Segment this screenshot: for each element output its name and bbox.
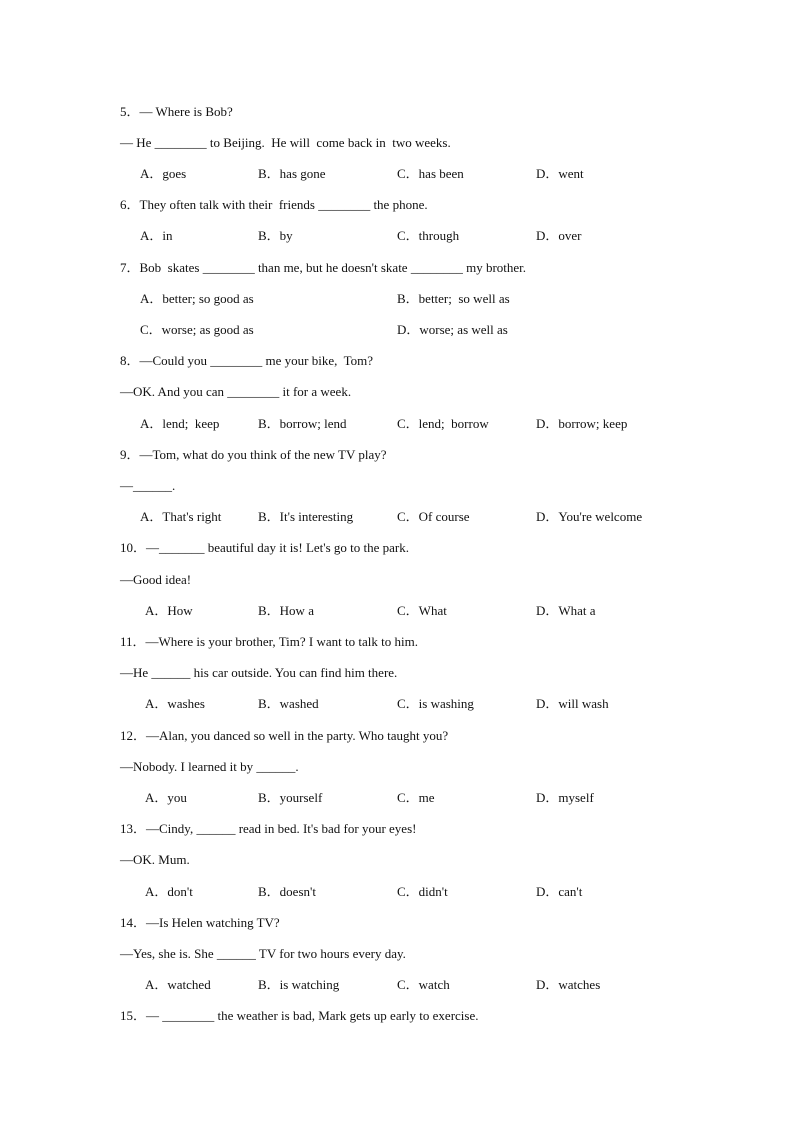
question-14-option-c: C．watch xyxy=(397,977,450,992)
question-11-option-c: C．is washing xyxy=(397,696,474,711)
question-7-option-c: C．worse; as good as xyxy=(140,322,254,337)
question-6-option-a: A．in xyxy=(140,228,173,243)
question-11-option-d: D．will wash xyxy=(536,696,609,711)
question-6-stem: 6．They often talk with their friends ________ the phone. xyxy=(120,197,428,212)
question-8-option-a: A．lend; keep xyxy=(140,416,220,431)
question-12-option-c: C．me xyxy=(397,790,435,805)
question-7-option-b: B．better; so well as xyxy=(397,291,510,306)
question-9-option-c: C．Of course xyxy=(397,509,470,524)
question-14-answer-line: —Yes, she is. She ______ TV for two hours every day. xyxy=(120,946,406,961)
question-11-answer-line: —He ______ his car outside. You can find him there. xyxy=(120,665,398,680)
question-9-answer-line: —______. xyxy=(120,478,176,493)
question-12-option-b: B．yourself xyxy=(258,790,323,805)
question-14-option-d: D．watches xyxy=(536,977,601,992)
question-9-stem: 9．—Tom, what do you think of the new TV play? xyxy=(120,447,387,462)
question-5-option-c: C．has been xyxy=(397,166,464,181)
question-14-option-a: A．watched xyxy=(145,977,211,992)
question-10-option-d: D．What a xyxy=(536,603,596,618)
question-11-option-a: A．washes xyxy=(145,696,205,711)
question-11-option-b: B．washed xyxy=(258,696,319,711)
question-5-answer-line: — He ________ to Beijing. He will come back in two weeks. xyxy=(120,135,451,150)
question-7-stem: 7．Bob skates ________ than me, but he doesn't skate ________ my brother. xyxy=(120,260,527,275)
question-10-option-a: A．How xyxy=(145,603,193,618)
question-12-stem: 12．—Alan, you danced so well in the party. Who taught you? xyxy=(120,728,449,743)
question-13-stem: 13．—Cindy, ______ read in bed. It's bad for your eyes! xyxy=(120,821,417,836)
question-14-stem: 14．—Is Helen watching TV? xyxy=(120,915,280,930)
question-9-option-b: B．It's interesting xyxy=(258,509,354,524)
question-8-option-b: B．borrow; lend xyxy=(258,416,347,431)
question-12-option-a: A．you xyxy=(145,790,187,805)
question-6-option-d: D．over xyxy=(536,228,582,243)
question-10-stem: 10．—_______ beautiful day it is! Let's go to the park. xyxy=(120,540,410,555)
question-13-option-c: C．didn't xyxy=(397,884,448,899)
question-11-stem: 11．—Where is your brother, Tim? I want to talk to him. xyxy=(120,634,418,649)
question-8-option-c: C．lend; borrow xyxy=(397,416,489,431)
question-7-option-a: A．better; so good as xyxy=(140,291,254,306)
question-9-option-a: A．That's right xyxy=(140,509,222,524)
question-13-answer-line: —OK. Mum. xyxy=(120,852,190,867)
question-10-answer-line: —Good idea! xyxy=(120,572,192,587)
question-5-stem: 5．— Where is Bob? xyxy=(120,104,233,119)
question-13-option-b: B．doesn't xyxy=(258,884,316,899)
question-13-option-a: A．don't xyxy=(145,884,193,899)
question-14-option-b: B．is watching xyxy=(258,977,340,992)
question-12-answer-line: —Nobody. I learned it by ______. xyxy=(120,759,299,774)
question-10-option-c: C．What xyxy=(397,603,447,618)
question-13-option-d: D．can't xyxy=(536,884,583,899)
question-5-option-b: B．has gone xyxy=(258,166,326,181)
question-6-option-c: C．through xyxy=(397,228,460,243)
question-9-option-d: D．You're welcome xyxy=(536,509,643,524)
question-8-option-d: D．borrow; keep xyxy=(536,416,628,431)
question-6-option-b: B．by xyxy=(258,228,293,243)
question-15-stem: 15．— ________ the weather is bad, Mark gets up early to exercise. xyxy=(120,1008,479,1023)
question-10-option-b: B．How a xyxy=(258,603,314,618)
question-8-answer-line: —OK. And you can ________ it for a week. xyxy=(120,384,352,399)
question-8-stem: 8．—Could you ________ me your bike, Tom? xyxy=(120,353,374,368)
question-5-option-d: D．went xyxy=(536,166,584,181)
question-7-option-d: D．worse; as well as xyxy=(397,322,508,337)
question-5-option-a: A．goes xyxy=(140,166,187,181)
question-12-option-d: D．myself xyxy=(536,790,594,805)
